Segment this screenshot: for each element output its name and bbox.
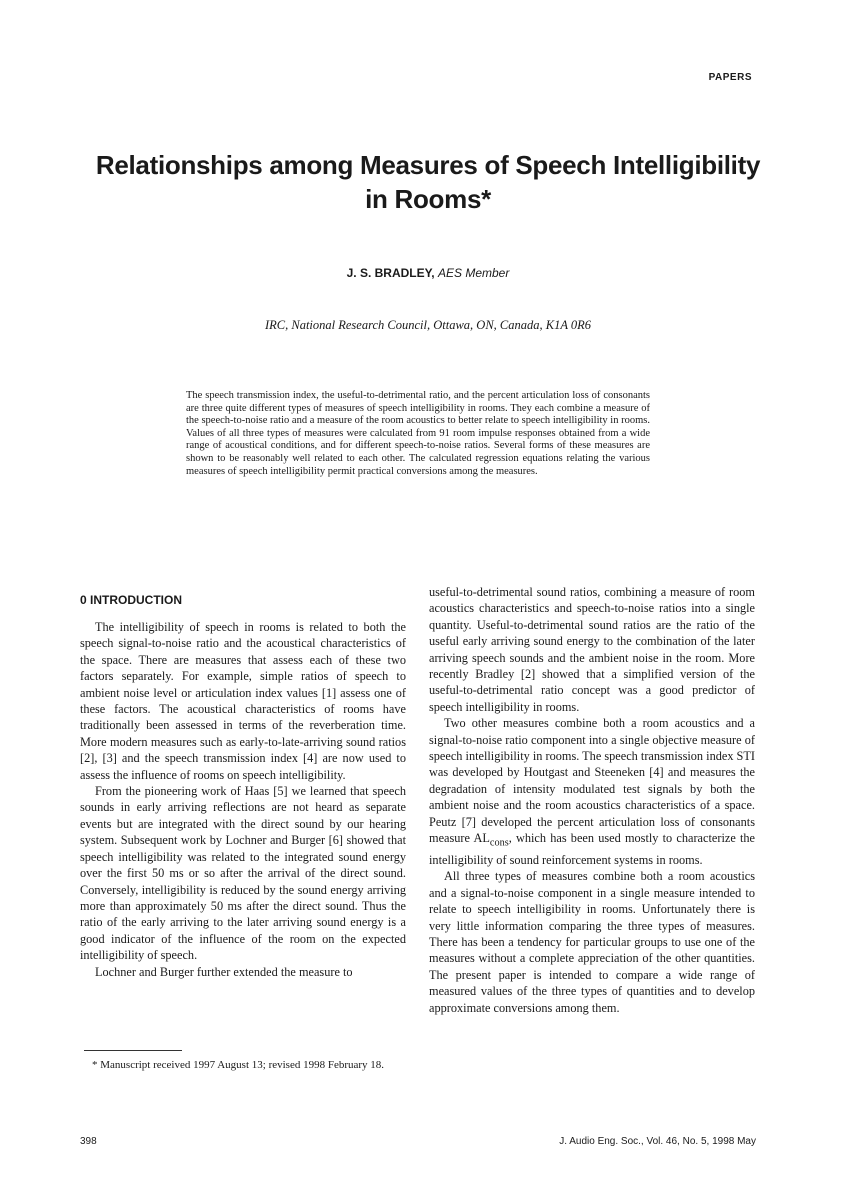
page-number: 398 — [80, 1136, 97, 1147]
title-line-2: in Rooms* — [365, 184, 491, 214]
paragraph-text: , which has been used mostly to characterize the intelligibility of sound reinforcement systems in rooms. — [429, 831, 755, 867]
paragraph-continued: useful-to-detrimental sound ratios, combining a measure of room acoustics characteristics and speech-to-noise ratios into a single quantity. Useful-to-detrimental sound ratios are the ratio of the useful early arriving sound energy to the combination of the later arriving speech sounds and the ambient noise in the room. More recently Bradley [2] showed that a simplified version of the useful-to-detrimental ratio concept was a good predictor of speech intelligibility in rooms. — [429, 585, 755, 714]
footnote: * Manuscript received 1997 August 13; revised 1998 February 18. — [92, 1059, 385, 1071]
left-column — [80, 619, 406, 980]
symbol-subscript: cons — [489, 837, 509, 849]
paragraph — [429, 715, 755, 868]
right-column — [429, 584, 755, 1016]
paragraph: The intelligibility of speech in rooms is related to both the speech signal-to-noise ratio and the acoustical characteristics of the space. There are measures that assess each of these two factors separately. For example, simple ratios of speech to ambient noise level or articulation index values [1] assess one of these factors. The acoustical characteristics of rooms have traditionally been assessed in terms of the reverberation time. More modern measures such as early-to-late-arriving sound ratios [2], [3] and the speech transmission index [4] are now used to assess the influence of rooms on speech intelligibility. — [80, 620, 406, 782]
paragraph: From the pioneering work of Haas [5] we learned that speech sounds in early arriving reflections are not heard as separate events but are integrated with the direct sound by our hearing system. Subsequent work by Lochner and Burger [6] showed that speech intelligibility was related to the integrated sound energy over the first 50 ms or so after the arrival of the direct sound. Conversely, intelligibility is reduced by the sound energy arriving more than approximately 50 ms after the direct sound. Thus the ratio of the early arriving to the later arriving sound energy is a good indicator of the influence of the room on the expected intelligibility of speech. — [80, 784, 406, 963]
paragraph: All three types of measures combine both a room acoustics and a signal-to-noise component in a single measure intended to relate to speech intelligibility in rooms. Unfortunately there is very little information comparing the three types of measures. There has been a tendency for particular groups to use one of the measures without a complete appreciation of the other quantities. The present paper is intended to compare a wide range of measured values of the three types of quantities and to develop approximate conversions among them. — [429, 869, 755, 1015]
author-membership: AES Member — [438, 266, 510, 280]
journal-reference: J. Audio Eng. Soc., Vol. 46, No. 5, 1998 May — [559, 1136, 756, 1147]
author-affiliation: IRC, National Research Council, Ottawa, ON, Canada, K1A 0R6 — [264, 318, 592, 332]
paper-title — [60, 148, 796, 216]
section-tag: PAPERS — [708, 72, 752, 83]
footnote-rule — [84, 1050, 182, 1051]
author-line — [0, 266, 856, 280]
title-line-1: Relationships among Measures of Speech Intelligibility — [95, 150, 761, 180]
paragraph: Lochner and Burger further extended the measure to — [95, 964, 353, 979]
section-heading: 0 INTRODUCTION — [80, 593, 182, 607]
paragraph-text: Two other measures combine both a room acoustics and a signal-to-noise ratio component into a single objective measure of speech intelligibility in rooms. The speech transmission index STI was developed by Houtgast and Steeneken [4] and measures the degradation of intensity modulated test signals by both the ambient noise and the room acoustics characteristics of a space. Peutz [7] developed the percent articulation loss of consonants measure AL — [429, 716, 755, 846]
author-name: J. S. BRADLEY, — [346, 266, 435, 280]
abstract: The speech transmission index, the useful-to-detrimental ratio, and the percent articulation loss of consonants are three quite different types of measures of speech intelligibility in rooms. They each combine a measure of the speech-to-noise ratio and a measure of the room acoustics to better relate to speech intelligibility in rooms. Values of all three types of measures were calculated from 91 room impulse responses obtained from a wide range of acoustical conditions, and for different speech-to-noise ratios. Several forms of these measures are shown to be reasonably well related to each other. The calculated regression equations relating the various measures of speech intelligibility permit practical conversions among the measures. — [186, 390, 650, 477]
